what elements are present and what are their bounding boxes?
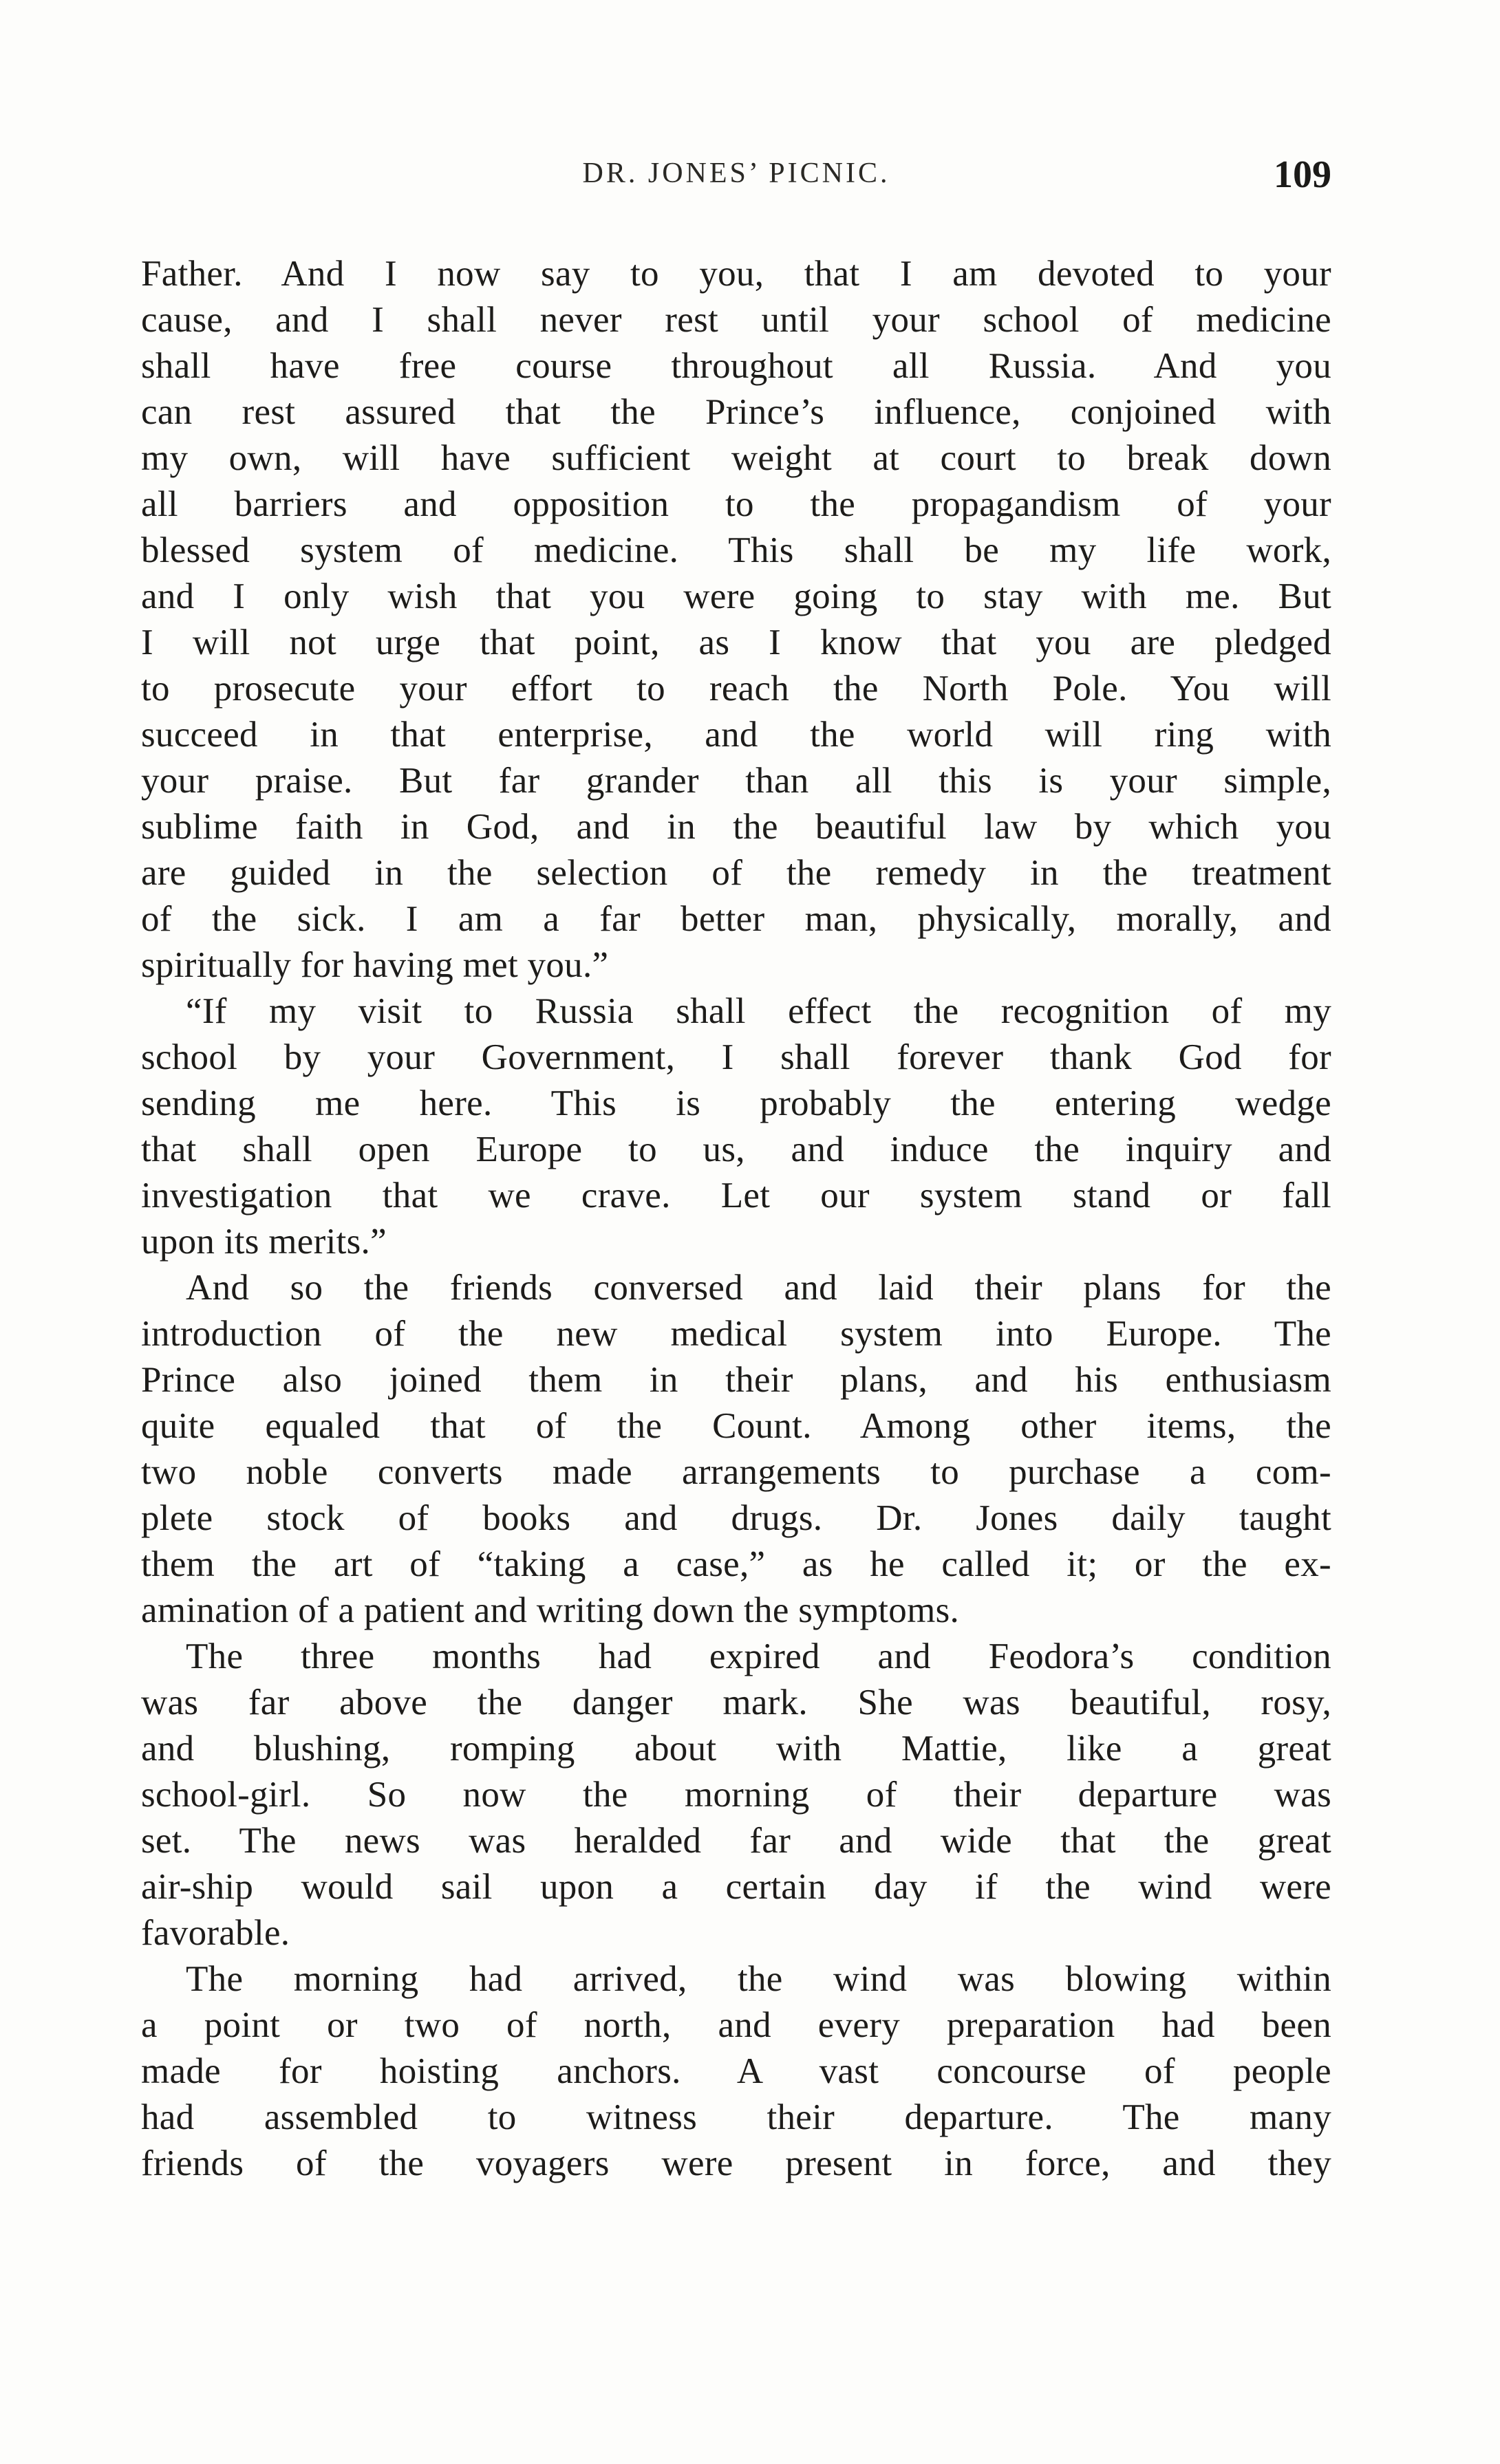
paragraph bbox=[141, 988, 1331, 1265]
paragraph bbox=[141, 251, 1331, 988]
text-line: and blushing, romping about with Mattie, like a great bbox=[141, 1729, 1331, 1769]
text-line: had assembled to witness their departure. The many bbox=[141, 2097, 1331, 2137]
text-line: air-ship would sail upon a certain day if the wind were bbox=[141, 1867, 1331, 1907]
text-line: your praise. But far grander than all this is your simple, bbox=[141, 761, 1331, 801]
text-line: spiritually for having met you.” bbox=[141, 945, 609, 985]
text-line: succeed in that enterprise, and the world will ring with bbox=[141, 715, 1331, 755]
paragraph bbox=[141, 1265, 1331, 1634]
text-line: them the art of “taking a case,” as he called it; or the ex- bbox=[141, 1544, 1331, 1584]
text-line: Prince also joined them in their plans, and his enthusiasm bbox=[141, 1360, 1331, 1400]
text-line: a point or two of north, and every preparation had been bbox=[141, 2005, 1331, 2045]
paragraph bbox=[141, 1634, 1331, 1956]
text-line: The morning had arrived, the wind was blowing within bbox=[186, 1959, 1331, 1999]
text-line: amination of a patient and writing down the symptoms. bbox=[141, 1590, 960, 1630]
page-header bbox=[141, 153, 1331, 212]
text-line: and I only wish that you were going to stay with me. But bbox=[141, 576, 1331, 616]
page-body bbox=[141, 251, 1331, 2187]
text-line: was far above the danger mark. She was beautiful, rosy, bbox=[141, 1683, 1331, 1722]
text-line: sublime faith in God, and in the beautiful law by which you bbox=[141, 807, 1331, 847]
text-line: made for hoisting anchors. A vast concourse of people bbox=[141, 2051, 1331, 2091]
text-line: The three months had expired and Feodora’s condition bbox=[186, 1636, 1331, 1676]
text-line: of the sick. I am a far better man, physically, morally, and bbox=[141, 899, 1331, 939]
text-line: plete stock of books and drugs. Dr. Jones daily taught bbox=[141, 1498, 1331, 1538]
text-line: set. The news was heralded far and wide that the great bbox=[141, 1821, 1331, 1861]
text-line: sending me here. This is probably the entering wedge bbox=[141, 1083, 1331, 1123]
paragraph bbox=[141, 1956, 1331, 2187]
text-line: blessed system of medicine. This shall be my life work, bbox=[141, 530, 1331, 570]
text-line: upon its merits.” bbox=[141, 1222, 387, 1262]
text-line: two noble converts made arrangements to purchase a com- bbox=[141, 1452, 1331, 1492]
text-line: all barriers and opposition to the propagandism of your bbox=[141, 484, 1331, 524]
text-line: Father. And I now say to you, that I am devoted to your bbox=[141, 254, 1331, 294]
text-line: school by your Government, I shall forever thank God for bbox=[141, 1037, 1331, 1077]
text-line: I will not urge that point, as I know that you are pledged bbox=[141, 623, 1331, 662]
text-line: quite equaled that of the Count. Among other items, the bbox=[141, 1406, 1331, 1446]
text-line: school-girl. So now the morning of their departure was bbox=[141, 1775, 1331, 1815]
text-line: introduction of the new medical system into Europe. The bbox=[141, 1314, 1331, 1354]
text-line: are guided in the selection of the remedy in the treatment bbox=[141, 853, 1331, 893]
text-line: favorable. bbox=[141, 1913, 290, 1953]
running-title: DR. JONES’ PICNIC. bbox=[582, 158, 890, 189]
text-line: “If my visit to Russia shall effect the recognition of my bbox=[186, 991, 1331, 1031]
text-line: that shall open Europe to us, and induce the inquiry and bbox=[141, 1130, 1331, 1169]
text-line: And so the friends conversed and laid their plans for the bbox=[186, 1268, 1331, 1308]
text-line: investigation that we crave. Let our system stand or fall bbox=[141, 1176, 1331, 1215]
text-line: cause, and I shall never rest until your school of medicine bbox=[141, 300, 1331, 340]
text-line: my own, will have sufficient weight at court to break down bbox=[141, 438, 1331, 478]
text-line: to prosecute your effort to reach the North Pole. You will bbox=[141, 669, 1331, 709]
page-number: 109 bbox=[1274, 153, 1331, 196]
text-line: friends of the voyagers were present in force, and they bbox=[141, 2143, 1331, 2183]
text-line: can rest assured that the Prince’s influence, conjoined with bbox=[141, 392, 1331, 432]
text-line: shall have free course throughout all Russia. And you bbox=[141, 346, 1331, 386]
